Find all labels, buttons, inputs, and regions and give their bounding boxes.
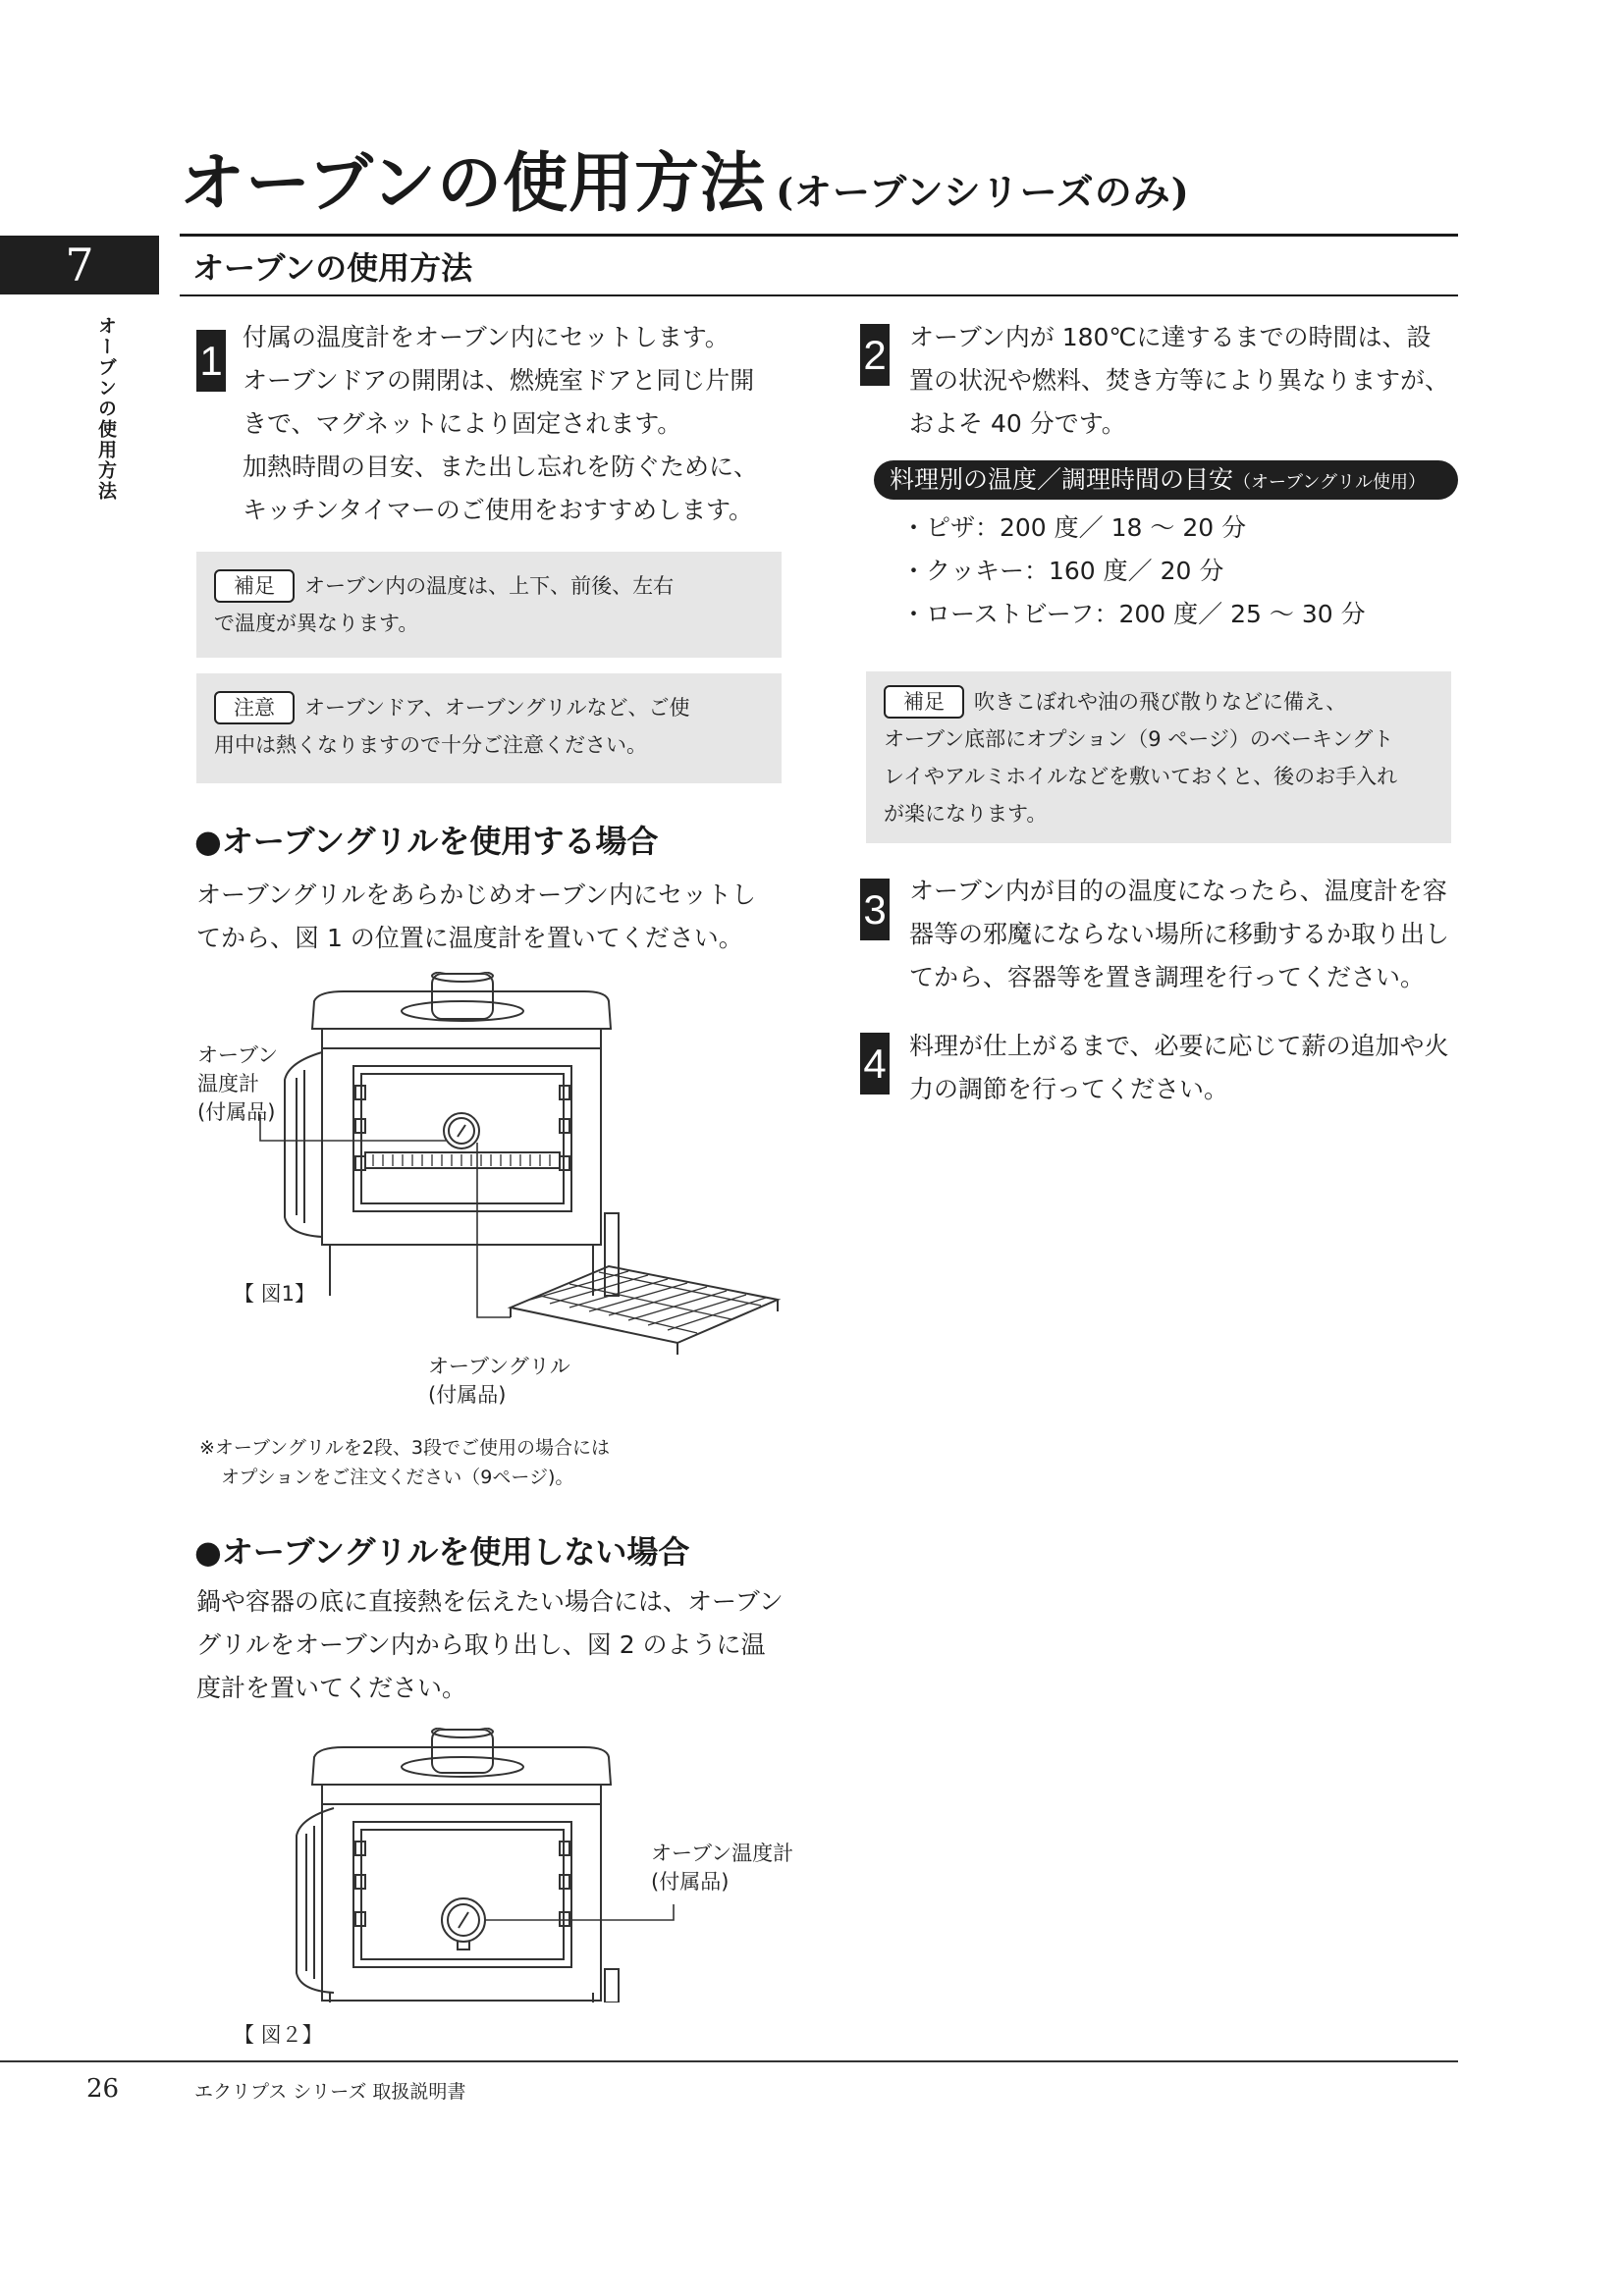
figure-2-label: 【 図２】 [234,2023,323,2047]
text-line: 付属の温度計をオーブン内にセットします。 [243,323,730,351]
with-grill-text [196,874,756,960]
with-grill-heading: ●オーブングリルを使用する場合 [194,823,659,860]
step-number: 3 [860,879,890,940]
figure-1-grill-callout [428,1353,570,1410]
text-line: 置の状況や燃料、焚き方等により異なりますが、 [909,366,1450,395]
step-4-text [909,1025,1449,1111]
step-number: 1 [196,330,226,392]
supplement-tag: 補足 [884,685,964,719]
step-2-text [909,316,1449,446]
note-line: オーブン底部にオプション（9 ページ）のベーキングト [884,727,1394,751]
figure-1-stove-with-grill [187,972,795,1384]
callout-line: (付属品) [197,1100,276,1124]
footnote-line: オプションをご注文ください（9ページ)。 [221,1467,574,1488]
text-line: 器等の邪魔にならない場所に移動するか取り出し [909,920,1450,948]
figure-1-thermometer-callout [197,1041,278,1127]
note-line: が楽になります。 [884,802,1048,826]
cooking-guide-note: （オーブングリル使用） [1233,472,1427,493]
supplement-tag: 補足 [214,569,295,603]
step-1-text [243,316,758,532]
list-item: ・ローストビーフ：200 度／ 25 ～ 30 分 [901,600,1366,628]
page-number: 26 [86,2074,120,2104]
cooking-guide-list [901,507,1366,636]
callout-line: (付属品) [428,1383,507,1407]
step-number: 4 [860,1033,890,1095]
callout-line: 温度計 [197,1072,259,1095]
text-line: およそ 40 分です。 [909,409,1126,438]
text-line: オーブン内が目的の温度になったら、温度計を容 [909,877,1447,905]
title-rule [180,234,1458,237]
side-tab: オーブンの使用方法 [95,316,117,502]
list-item: ・クッキー：160 度／ 20 分 [901,557,1224,585]
text-line: てから、図 1 の位置に温度計を置いてください。 [196,924,743,952]
figure-2-stove-without-grill [295,1728,707,2002]
without-grill-heading: ●オーブングリルを使用しない場合 [194,1533,690,1571]
callout-line: オーブン温度計 [651,1842,794,1865]
text-line: きで、マグネットにより固定されます。 [243,409,682,438]
text-line: キッチンタイマーのご使用をおすすめします。 [243,496,754,524]
text-line: オーブン内が 180℃に達するまでの時間は、設 [909,323,1432,351]
callout-line: オーブン [197,1043,279,1067]
footnote [199,1433,610,1492]
text-line: てから、容器等を置き調理を行ってください。 [909,963,1426,991]
section-rule [180,294,1458,296]
page-subtitle: (オーブンシリーズのみ) [776,170,1190,214]
manual-title: エクリプス シリーズ 取扱説明書 [194,2081,466,2103]
text-line: 鍋や容器の底に直接熱を伝えたい場合には、オーブン [196,1587,784,1616]
note-line: オーブンドア、オーブングリルなど、ご使 [304,696,690,720]
list-item: ・ピザ：200 度／ 18 ～ 20 分 [901,513,1247,542]
supplement-note [196,552,782,658]
note-line: で温度が異なります。 [214,612,419,635]
text-line: 料理が仕上がるまで、必要に応じて薪の追加や火 [909,1032,1449,1060]
text-line: オーブンドアの開閉は、燃焼室ドアと同じ片開 [243,366,755,395]
note-line: レイやアルミホイルなどを敷いておくと、後のお手入れ [884,765,1398,788]
footnote-line: ※オーブングリルを2段、3段でご使用の場合には [199,1437,611,1459]
note-line: 吹きこぼれや油の飛び散りなどに備え、 [974,690,1347,714]
callout-line: オーブングリル [428,1355,570,1378]
figure-2-thermometer-callout [651,1840,793,1896]
figure-1-label: 【 図1】 [234,1282,316,1306]
text-line: オーブングリルをあらかじめオーブン内にセットし [196,881,757,909]
note-line: オーブン内の温度は、上下、前後、左右 [304,574,675,598]
text-line: 力の調節を行ってください。 [909,1075,1229,1103]
section-heading: オーブンの使用方法 [192,249,473,287]
cooking-guide-title: 料理別の温度／調理時間の目安（オーブングリル使用） [874,460,1458,500]
note-line: 用中は熱くなりますので十分ご注意ください。 [214,733,647,757]
step-number: 2 [860,324,890,386]
caution-tag: 注意 [214,691,295,724]
text-line: グリルをオーブン内から取り出し、図 2 のように温 [196,1630,766,1659]
footer-rule [0,2060,1458,2062]
chapter-number: 7 [0,236,159,294]
callout-line: (付属品) [651,1870,730,1894]
page-title: オーブンの使用方法 (オーブンシリーズのみ) [180,144,1190,221]
supplement-note [866,671,1451,843]
without-grill-text [196,1580,784,1710]
step-3-text [909,870,1449,999]
caution-note [196,673,782,783]
text-line: 度計を置いてください。 [196,1674,467,1702]
text-line: 加熱時間の目安、また出し忘れを防ぐために、 [243,453,759,481]
